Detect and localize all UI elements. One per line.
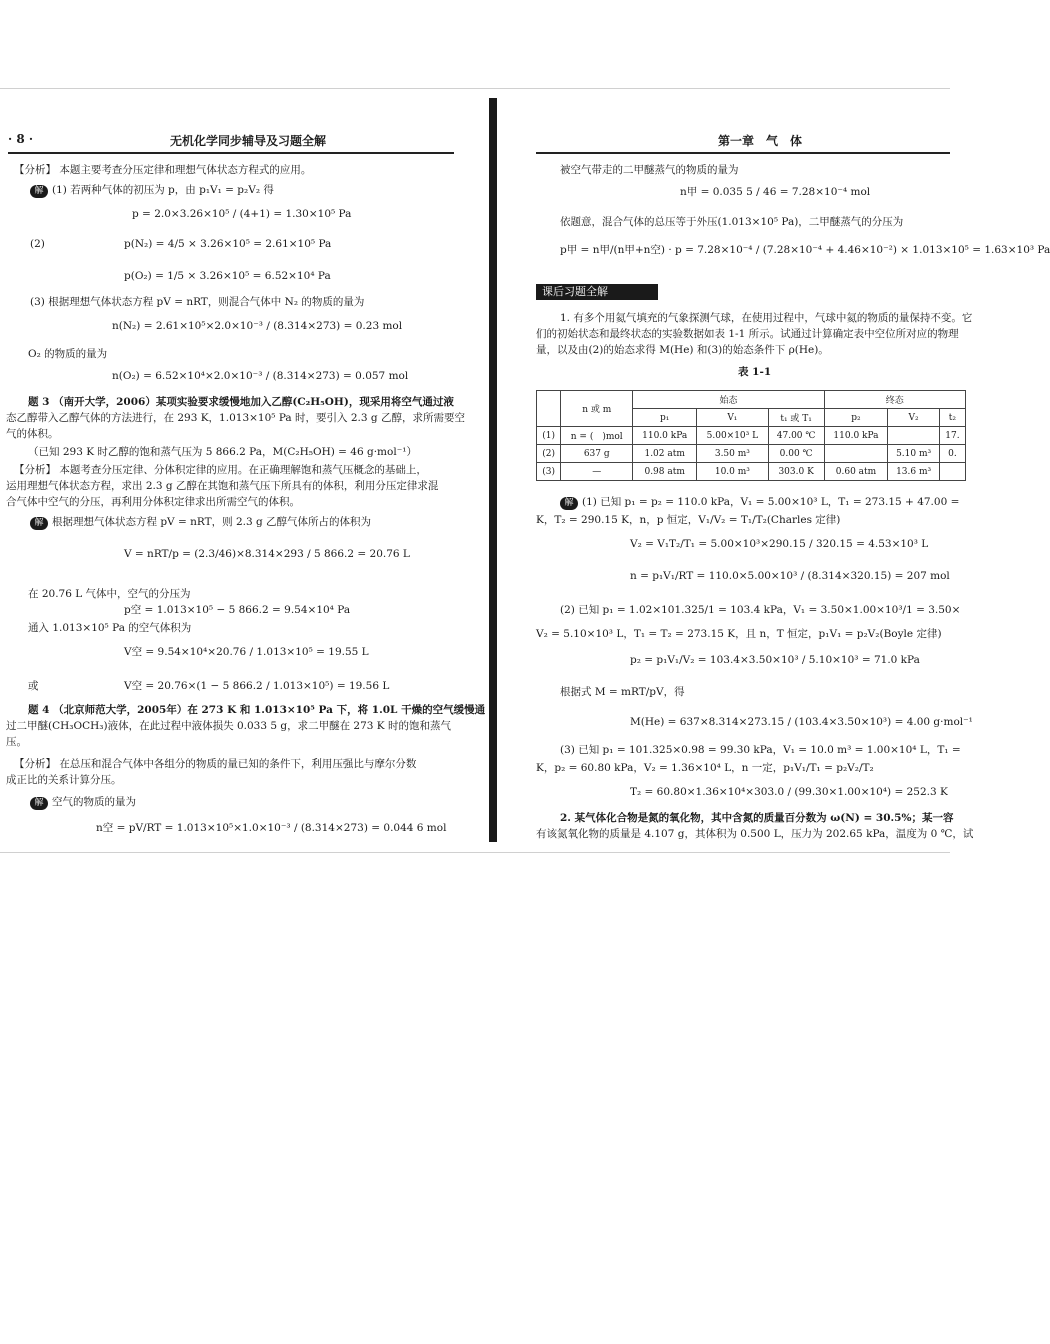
table-caption: 表 1-1 (738, 366, 772, 378)
left-header-rule (8, 152, 454, 154)
table-cell: 13.6 m³ (888, 463, 939, 481)
equation: n(N₂) = 2.61×10⁵×2.0×10⁻³ / (8.314×273) = 0.23 mol (112, 320, 403, 332)
table-header: p₁ (633, 409, 697, 427)
table-cell (824, 445, 888, 463)
equation: p空 = 1.013×10⁵ − 5 866.2 = 9.54×10⁴ Pa (124, 604, 351, 616)
table-header: 终态 (824, 391, 965, 409)
text-line: 气的体积。 (6, 428, 59, 440)
text-line: V₂ = 5.10×10³ L，T₁ = T₂ = 273.15 K，且 n，T 恒定，p₁V₁ = p₂V₂(Boyle 定律) (536, 628, 942, 640)
text-line: (3) 已知 p₁ = 101.325×0.98 = 99.30 kPa，V₁ = 10.0 m³ = 1.00×10⁴ L，T₁ = (560, 744, 961, 756)
table-header: 始态 (633, 391, 824, 409)
equation: p(N₂) = 4/5 × 3.26×10⁵ = 2.61×10⁵ Pa (124, 238, 332, 250)
text-line: 1. 有多个用氦气填充的气象探测气球，在使用过程中，气球中氦的物质的量保持不变。它 (560, 312, 973, 324)
text-line: 题 3 （南开大学，2006）某项实验要求缓慢地加入乙醇(C₂H₅OH)，现采用将空气通过液 (28, 396, 454, 408)
table-cell: 17. (939, 427, 965, 445)
text-line: O₂ 的物质的量为 (28, 348, 108, 360)
scan-bottom-edge (0, 852, 950, 853)
equation: n甲 = 0.035 5 / 46 = 7.28×10⁻⁴ mol (680, 186, 871, 198)
table-cell: — (561, 463, 633, 481)
text-line: (2) 已知 p₁ = 1.02×101.325/1 = 103.4 kPa，V₁ = 3.50×1.00×10³/1 = 3.50× (560, 604, 961, 616)
table-cell: (2) (537, 445, 561, 463)
text-line: 根据式 M = mRT/pV，得 (560, 686, 685, 698)
left-page-header: 无机化学同步辅导及习题全解 (170, 134, 327, 148)
text-line: K，p₂ = 60.80 kPa，V₂ = 1.36×10⁴ L，n 一定，p₁V₁/T₁ = p₂V₂/T₂ (536, 762, 874, 774)
text-line: 题 4 （北京师范大学，2005年）在 273 K 和 1.013×10⁵ Pa 下，将 1.0L 干燥的空气缓慢通 (28, 704, 486, 716)
text-line: 态乙醇带入乙醇气体的方法进行，在 293 K，1.013×10⁵ Pa 时，要引入 2.3 g 乙醇，求所需要空 (6, 412, 465, 424)
equation: V = nRT/p = (2.3/46)×8.314×293 / 5 866.2 = 20.76 L (124, 548, 410, 560)
solution-badge: 解 (30, 185, 48, 198)
table-cell: 10.0 m³ (697, 463, 769, 481)
text-line: 在 20.76 L 气体中，空气的分压为 (28, 588, 191, 600)
table-header: t₁ 或 T₁ (768, 409, 824, 427)
text-line: 被空气带走的二甲醚蒸气的物质的量为 (560, 164, 739, 176)
text-line: 压。 (6, 736, 27, 748)
table-cell: 0.00 ℃ (768, 445, 824, 463)
table-header (537, 391, 561, 427)
text-line: K，T₂ = 290.15 K，n，p 恒定，V₁/V₂ = T₁/T₂(Charles 定律) (536, 514, 841, 526)
table-row (537, 463, 966, 481)
scan-top-edge (0, 88, 950, 89)
table-cell: 0.60 atm (824, 463, 888, 481)
table-cell (939, 463, 965, 481)
equation: p甲 = n甲/(n甲+n空) · p = 7.28×10⁻⁴ / (7.28×10⁻⁴ + 4.46×10⁻²) × 1.013×10⁵ = 1.63×10³ Pa (560, 244, 1050, 256)
text-line: 解 根据理想气体状态方程 pV = nRT，则 2.3 g 乙醇气体所占的体积为 (30, 516, 371, 530)
table-cell: 110.0 kPa (633, 427, 697, 445)
solution-badge: 解 (30, 797, 48, 810)
left-page-number: · 8 · (8, 132, 34, 146)
text-line: 量，以及由(2)的始态求得 M(He) 和(3)的始态条件下 ρ(He)。 (536, 344, 829, 356)
table-cell: 47.00 ℃ (768, 427, 824, 445)
text-line: 有该氮氧化物的质量是 4.107 g，其体积为 0.500 L，压力为 202.65 kPa，温度为 0 ℃，试 (536, 828, 974, 840)
equation: p = 2.0×3.26×10⁵ / (4+1) = 1.30×10⁵ Pa (132, 208, 352, 220)
equation: p₂ = p₁V₁/V₂ = 103.4×3.50×10³ / 5.10×10³ = 71.0 kPa (630, 654, 920, 666)
table-row (537, 427, 966, 445)
table-cell: 110.0 kPa (824, 427, 888, 445)
table-cell: 637 g (561, 445, 633, 463)
table-header: V₂ (888, 409, 939, 427)
text-line: (3) 根据理想气体状态方程 pV = nRT，则混合气体中 N₂ 的物质的量为 (30, 296, 365, 308)
text-line: (2) (30, 238, 45, 250)
text-line: 或 (28, 680, 39, 692)
section-title: 课后习题全解 (536, 284, 658, 300)
text-line: 运用理想气体状态方程，求出 2.3 g 乙醇在其饱和蒸气压下所具有的体积，利用分压定律求混 (6, 480, 439, 492)
table-header: V₁ (697, 409, 769, 427)
right-header-rule (536, 152, 950, 154)
table-cell: 5.10 m³ (888, 445, 939, 463)
right-page (500, 98, 1050, 842)
text-line: 过二甲醚(CH₃OCH₃)液体，在此过程中液体损失 0.033 5 g，求二甲醚在 273 K 时的饱和蒸气 (6, 720, 451, 732)
table-cell: 0. (939, 445, 965, 463)
text-line: 解 (1) 若两种气体的初压为 p，由 p₁V₁ = p₂V₂ 得 (30, 184, 274, 198)
table-row (537, 445, 966, 463)
text-line: 【分析】 本题考查分压定律、分体积定律的应用。在正确理解饱和蒸气压概念的基础上， (14, 464, 427, 476)
table-cell: 0.98 atm (633, 463, 697, 481)
solution-badge: 解 (30, 517, 48, 530)
equation: V₂ = V₁T₂/T₁ = 5.00×10³×290.15 / 320.15 = 4.53×10³ L (630, 538, 929, 550)
equation: p(O₂) = 1/5 × 3.26×10⁵ = 6.52×10⁴ Pa (124, 270, 331, 282)
text-line: 依题意，混合气体的总压等于外压(1.013×10⁵ Pa)，二甲醚蒸气的分压为 (560, 216, 904, 228)
table-header: t₂ (939, 409, 965, 427)
right-page-header: 第一章 气 体 (718, 134, 803, 148)
table-header: p₂ (824, 409, 888, 427)
table-cell: 1.02 atm (633, 445, 697, 463)
table-cell (888, 427, 939, 445)
table-cell: n = ( )mol (561, 427, 633, 445)
table-cell: 5.00×10³ L (697, 427, 769, 445)
text-line: 成正比的关系计算分压。 (6, 774, 122, 786)
table-cell: (1) (537, 427, 561, 445)
book-spine (489, 98, 497, 842)
equation: n空 = pV/RT = 1.013×10⁵×1.0×10⁻³ / (8.314×273) = 0.044 6 mol (96, 822, 447, 834)
equation: T₂ = 60.80×1.36×10⁴×303.0 / (99.30×1.00×10⁴) = 252.3 K (630, 786, 948, 798)
equation: V空 = 9.54×10⁴×20.76 / 1.013×10⁵ = 19.55 L (124, 646, 369, 658)
table-cell: 303.0 K (768, 463, 824, 481)
equation: n = p₁V₁/RT = 110.0×5.00×10³ / (8.314×320.15) = 207 mol (630, 570, 950, 582)
solution-badge: 解 (560, 497, 578, 510)
data-table (536, 390, 966, 481)
text-line: 【分析】 本题主要考查分压定律和理想气体状态方程式的应用。 (14, 164, 312, 176)
equation: M(He) = 637×8.314×273.15 / (103.4×3.50×10³) = 4.00 g·mol⁻¹ (630, 716, 973, 728)
text-line: 通入 1.013×10⁵ Pa 的空气体积为 (28, 622, 192, 634)
text-line: 【分析】 在总压和混合气体中各组分的物质的量已知的条件下，利用压强比与摩尔分数 (14, 758, 417, 770)
table-cell: 3.50 m³ (697, 445, 769, 463)
text-line: 2. 某气体化合物是氮的氧化物，其中含氮的质量百分数为 ω(N) = 30.5%；某一容 (560, 812, 954, 824)
table-cell: (3) (537, 463, 561, 481)
text-line: 们的初始状态和最终状态的实验数据如表 1-1 所示。试通过计算确定表中空位所对应的物理 (536, 328, 959, 340)
text-line: 解 (1) 已知 p₁ = p₂ = 110.0 kPa，V₁ = 5.00×10³ L，T₁ = 273.15 + 47.00 = (560, 496, 959, 510)
text-line: 解 空气的物质的量为 (30, 796, 136, 810)
table-header: n 或 m (561, 391, 633, 427)
text-line: （已知 293 K 时乙醇的饱和蒸气压为 5 866.2 Pa，M(C₂H₅OH) = 46 g·mol⁻¹） (28, 446, 417, 458)
text-line: 合气体中空气的分压，再利用分体积定律求出所需空气的体积。 (6, 496, 300, 508)
equation: n(O₂) = 6.52×10⁴×2.0×10⁻³ / (8.314×273) = 0.057 mol (112, 370, 409, 382)
left-page (0, 98, 488, 842)
equation: V空 = 20.76×(1 − 5 866.2 / 1.013×10⁵) = 19.56 L (124, 680, 390, 692)
